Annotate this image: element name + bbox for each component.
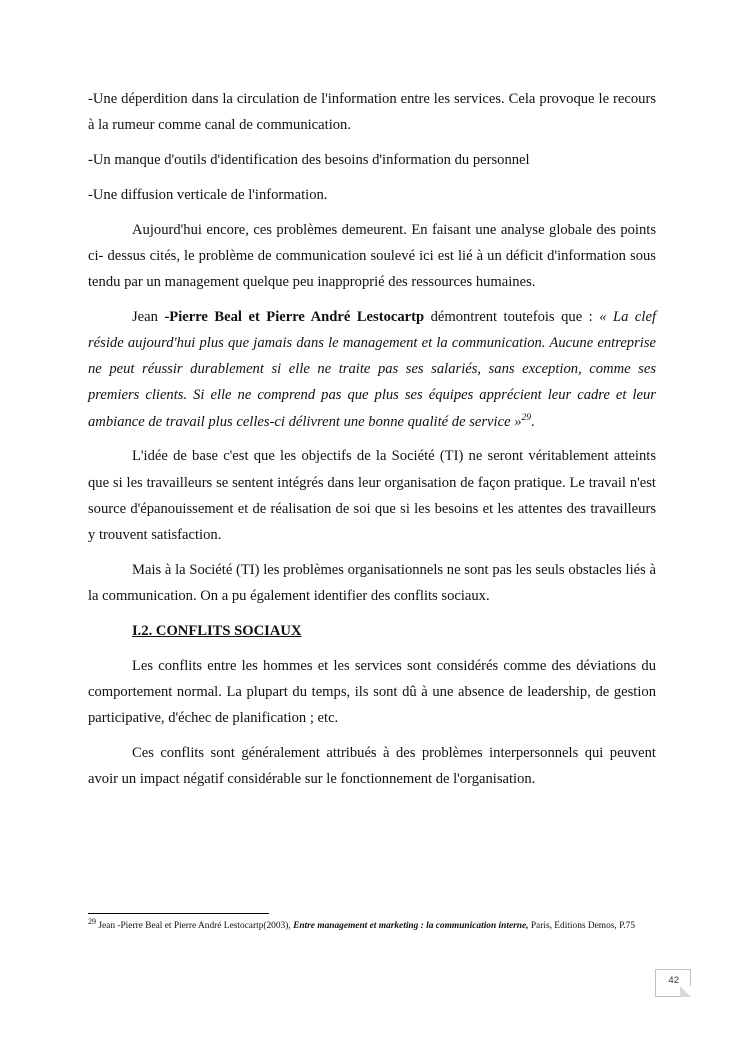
page-number: 42 xyxy=(668,975,679,986)
footnote xyxy=(88,918,660,935)
citation-authors: -Pierre Beal et Pierre André Lestocartp xyxy=(164,308,425,325)
paragraph-problemes-organisationnels: Mais à la Société (TI) les problèmes organisationnels ne sont pas les seuls obstacles liés à la communication. On a pu également identifier des conflits sociaux. xyxy=(88,561,656,605)
page-curl-icon xyxy=(680,986,691,997)
citation-quote: « La clef réside aujourd'hui plus que jamais dans le management et la communication. Aucune entreprise ne peut réussir durablement si elle ne traite pas ses salariés, sans exception, comme ses premiers clients. Si elle ne comprend pas que plus ses équipes apprécient leur cadre et leur ambiance de travail plus celles-ci délivrent une bonne qualité de service » xyxy=(88,308,656,430)
paragraph-manque-outils: -Un manque d'outils d'identification des besoins d'information du personnel xyxy=(88,152,530,168)
citation-lead: Jean xyxy=(132,308,165,325)
body-text xyxy=(88,86,656,801)
footnote-rest: Paris, Editions Demos, P.75 xyxy=(528,921,636,931)
footnote-title: Entre management et marketing : la communication interne, xyxy=(293,921,529,931)
paragraph-idee-de-base: L'idée de base c'est que les objectifs de la Société (TI) ne seront véritablement atteints que si les travailleurs se sentent intégrés dans leur organisation de façon pratique. Le travail n'est source d'épanouissement et de réalisation de soi que si les besoins et les attentes des travailleurs y trouvent satisfaction. xyxy=(88,448,656,544)
section-heading: I.2. CONFLITS SOCIAUX xyxy=(132,622,302,639)
paragraph-diffusion-verticale: -Une diffusion verticale de l'information. xyxy=(88,186,328,203)
paragraph-conflits: Les conflits entre les hommes et les services sont considérés comme des déviations du comportement normal. La plupart du temps, ils sont dû à une absence de leadership, de gestion participative, d'échec de planification ; etc. xyxy=(88,657,656,727)
footnote-lead: Jean -Pierre Beal et Pierre André Lestocartp(2003), xyxy=(96,921,294,931)
footnote-separator xyxy=(88,913,269,914)
footnote-mark: 29 xyxy=(88,916,96,926)
page-number-box xyxy=(655,969,691,997)
footnote-reference: 29 xyxy=(521,412,531,423)
paragraph-deperdition: -Une déperdition dans la circulation de l'information entre les services. Cela provoque le recours à la rumeur comme canal de communication. xyxy=(88,91,656,134)
citation-end: . xyxy=(531,413,535,430)
paragraph-aujourdhui: Aujourd'hui encore, ces problèmes demeurent. En faisant une analyse globale des points ci- dessus cités, le problème de communication soulevé ici est lié à un déficit d'information sous tendu par un management quelque peu inapproprié des ressources humaines. xyxy=(88,221,656,290)
paragraph-citation xyxy=(88,304,656,435)
citation-intro: démontrent toutefois que : xyxy=(424,308,600,325)
paragraph-conflits-attribues: Ces conflits sont généralement attribués à des problèmes interpersonnels qui peuvent avoir un impact négatif considérable sur le fonctionnement de l'organisation. xyxy=(88,744,656,788)
